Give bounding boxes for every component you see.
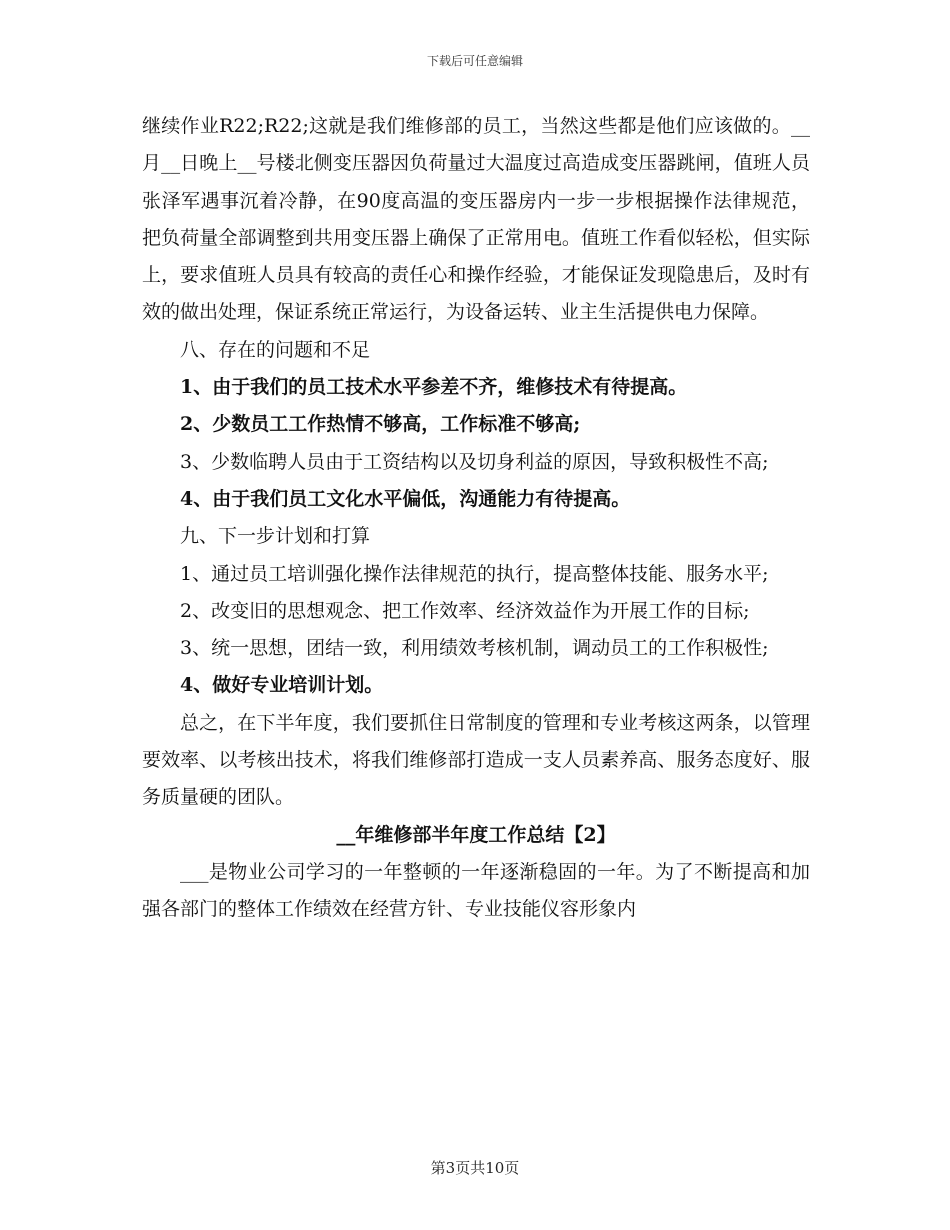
section-heading-plans: 九、下一步计划和打算 [180, 525, 371, 548]
section-title-2: __年维修部半年度工作总结【2】 [336, 823, 616, 846]
page-header-note: 下载后可任意编辑 [426, 54, 523, 68]
plan-item-1: 1、通过员工培训强化操作法律规范的执行，提高整体技能、服务水平; [180, 562, 769, 585]
page-footer-number: 第3页共10页 [430, 1159, 520, 1177]
problem-item-3: 3、少数临聘人员由于工资结构以及切身利益的原因，导致积极性不高; [180, 450, 769, 473]
section-heading-problems: 八、存在的问题和不足 [180, 338, 371, 361]
problem-item-2: 2、少数员工工作热情不够高，工作标准不够高; [180, 413, 581, 436]
plan-item-2: 2、改变旧的思想观念、把工作效率、经济效益作为开展工作的目标; [180, 599, 750, 622]
document-body [142, 108, 810, 929]
plan-item-4: 4、做好专业培训计划。 [180, 674, 384, 697]
plan-item-3: 3、统一思想，团结一致，利用绩效考核机制，调动员工的工作积极性; [180, 637, 769, 660]
summary-paragraph: 总之，在下半年度，我们要抓住日常制度的管理和专业考核这两条，以管理要效率、以考核出技术，将我们维修部打造成一支人员素养高、服务态度好、服务质量硬的团队。 [142, 711, 810, 809]
problem-item-1: 1、由于我们的员工技术水平参差不齐，维修技术有待提高。 [180, 376, 688, 399]
problem-item-4: 4、由于我们员工文化水平偏低，沟通能力有待提高。 [180, 487, 631, 510]
paragraph-continuation: 继续作业R22;R22;这就是我们维修部的员工，当然这些都是他们应该做的。__月__日晚上__号楼北侧变压器因负荷量过大温度过高造成变压器跳闸，值班人员张泽军遇事沉着冷静，在90度高温的变压器房内一步一步根据操作法律规范，把负荷量全部调整到共用变压器上确保了正常用电。值班工作看似轻松，但实际上，要求值班人员具有较高的责任心和操作经验，才能保证发现隐患后，及时有效的做出处理，保证系统正常运行，为设备运转、业主生活提供电力保障。 [142, 115, 810, 324]
intro-paragraph-2: ___是物业公司学习的一年整顿的一年逐渐稳固的一年。为了不断提高和加强各部门的整体工作绩效在经营方针、专业技能仪容形象内 [142, 860, 810, 921]
